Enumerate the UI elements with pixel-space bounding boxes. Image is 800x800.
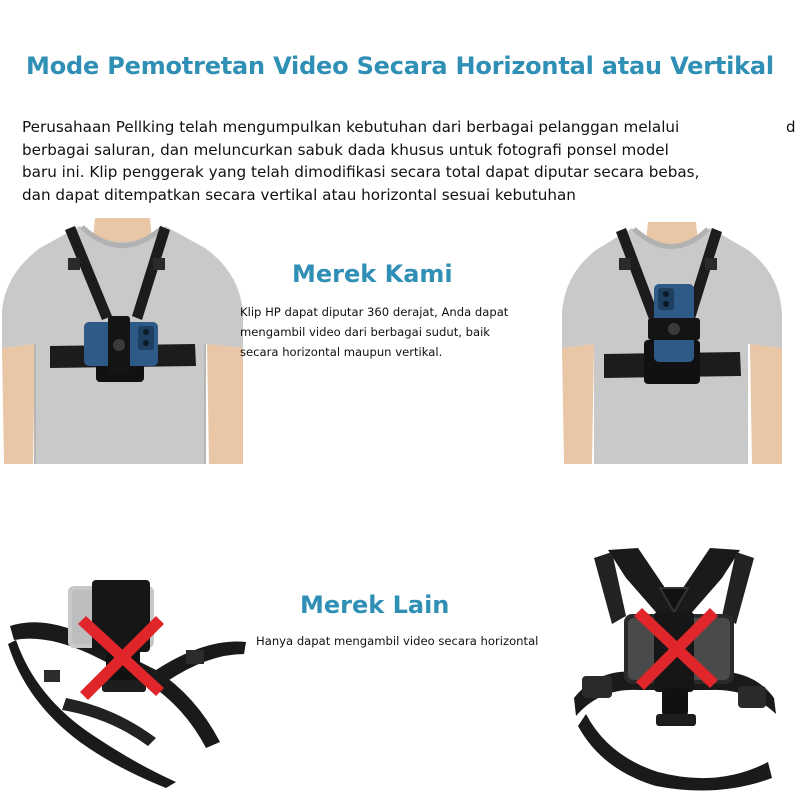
shirt-model-vertical-image (560, 222, 782, 464)
intro-line: Perusahaan Pellking telah mengumpulkan kebutuhan dari berbagai pelanggan melalui (22, 118, 680, 136)
our-brand-desc-line: secara horizontal maupun vertikal. (240, 345, 443, 359)
other-brand-description: Hanya dapat mengambil video secara horizontal (256, 634, 539, 648)
our-brand-desc-line: mengambil video dari berbagai sudut, baik (240, 325, 491, 339)
intro-line: baru ini. Klip penggerak yang telah dimodifikasi secara total dapat diputar secara bebas, (22, 163, 700, 181)
stray-character: d (786, 118, 796, 136)
shirt-model-horizontal-image (0, 218, 245, 464)
intro-paragraph (22, 116, 778, 206)
other-brand-title: Merek Lain (300, 591, 450, 619)
competitor-harness-image (6, 578, 252, 788)
intro-line: dan dapat ditempatkan secara vertikal atau horizontal sesuai kebutuhan (22, 185, 576, 204)
intro-line: berbagai saluran, dan meluncurkan sabuk dada khusus untuk fotografi ponsel model (22, 140, 669, 159)
our-brand-title: Merek Kami (292, 260, 453, 288)
our-brand-desc-line: Klip HP dapat diputar 360 derajat, Anda dapat (240, 305, 509, 319)
page-title: Mode Pemotretan Video Secara Horizontal atau Vertikal (26, 52, 774, 80)
our-brand-description (240, 302, 508, 362)
competitor-vest-image (568, 548, 780, 792)
